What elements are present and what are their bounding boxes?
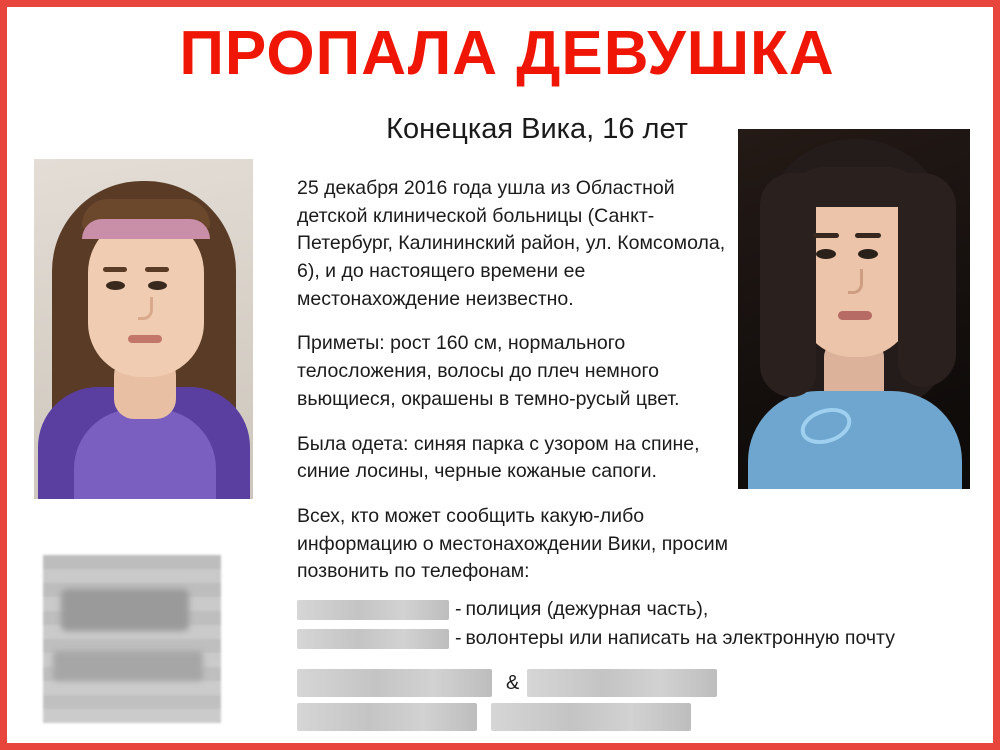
person-name-age: Конецкая Вика, 16 лет (386, 113, 688, 145)
photo-left-mouth (128, 335, 162, 343)
photo-left-headband (82, 219, 210, 239)
photo-left-face (88, 215, 204, 377)
photo-right-mouth (838, 311, 872, 320)
page-title: ПРОПАЛА ДЕВУШКА (179, 19, 835, 88)
photo-left-eyebrow-left (103, 267, 127, 272)
paragraph-call-to-action: Всех, кто может сообщить какую-либо информацию о местонахождении Вики, просим позвонить по телефонам: (297, 504, 729, 583)
photo-right-nose (848, 269, 863, 294)
poster-inner (7, 7, 993, 743)
photo-left-sweater-highlight (74, 409, 216, 499)
phone-number-police-redacted (297, 600, 449, 620)
footer-redacted-block (297, 669, 957, 731)
poster-body-text (297, 175, 745, 602)
photo-right-fringe (792, 167, 920, 207)
paragraph-clothing: Была одета: синяя парка с узором на спине, синие лосины, черные кожаные сапоги. (297, 432, 700, 483)
contact-row-volunteers (297, 624, 957, 653)
photo-left-eye-left (106, 281, 125, 290)
contact-list (297, 595, 957, 654)
footer-extra-redacted-1 (297, 703, 477, 731)
contact-label-police: полиция (дежурная часть), (465, 598, 709, 620)
contact-dash-police: - (455, 598, 462, 620)
blurred-logo-bar-1 (61, 589, 189, 631)
photo-right-eye-right (858, 249, 878, 259)
contact-dash-volunteers: - (455, 627, 462, 650)
photo-right-eyebrow-right (855, 233, 881, 238)
photo-left-eyebrow-right (145, 267, 169, 272)
photo-left-eye-right (148, 281, 167, 290)
contact-row-police (297, 595, 957, 624)
photo-right (738, 129, 970, 489)
footer-extra-redacted-2 (491, 703, 691, 731)
photo-left (34, 159, 253, 499)
paragraph-appearance: Приметы: рост 160 см, нормального телосложения, волосы до плеч немного вьющиеся, окрашены в темно-русый цвет. (297, 332, 680, 410)
footer-email-redacted (297, 669, 492, 697)
contact-label-volunteers: волонтеры или написать на электронную почту (465, 627, 895, 650)
footer-separator: & (506, 671, 520, 694)
footer-contact-redacted (527, 669, 717, 697)
footer-row-bottom (297, 703, 957, 731)
phone-number-volunteers-redacted (297, 629, 449, 649)
photo-right-shirt (748, 391, 962, 489)
paragraph-circumstances: 25 декабря 2016 года ушла из Областной детской клинической больницы (Санкт-Петербург, Калининский район, ул. Комсомола, 6), и до настоящего времени ее местонахождение неизвестно. (297, 177, 726, 310)
footer-row-top (297, 669, 957, 697)
photo-right-eyebrow-left (813, 233, 839, 238)
blurred-logo-bar-2 (53, 651, 203, 681)
photo-right-eye-left (816, 249, 836, 259)
blurred-logo-area (43, 555, 221, 723)
